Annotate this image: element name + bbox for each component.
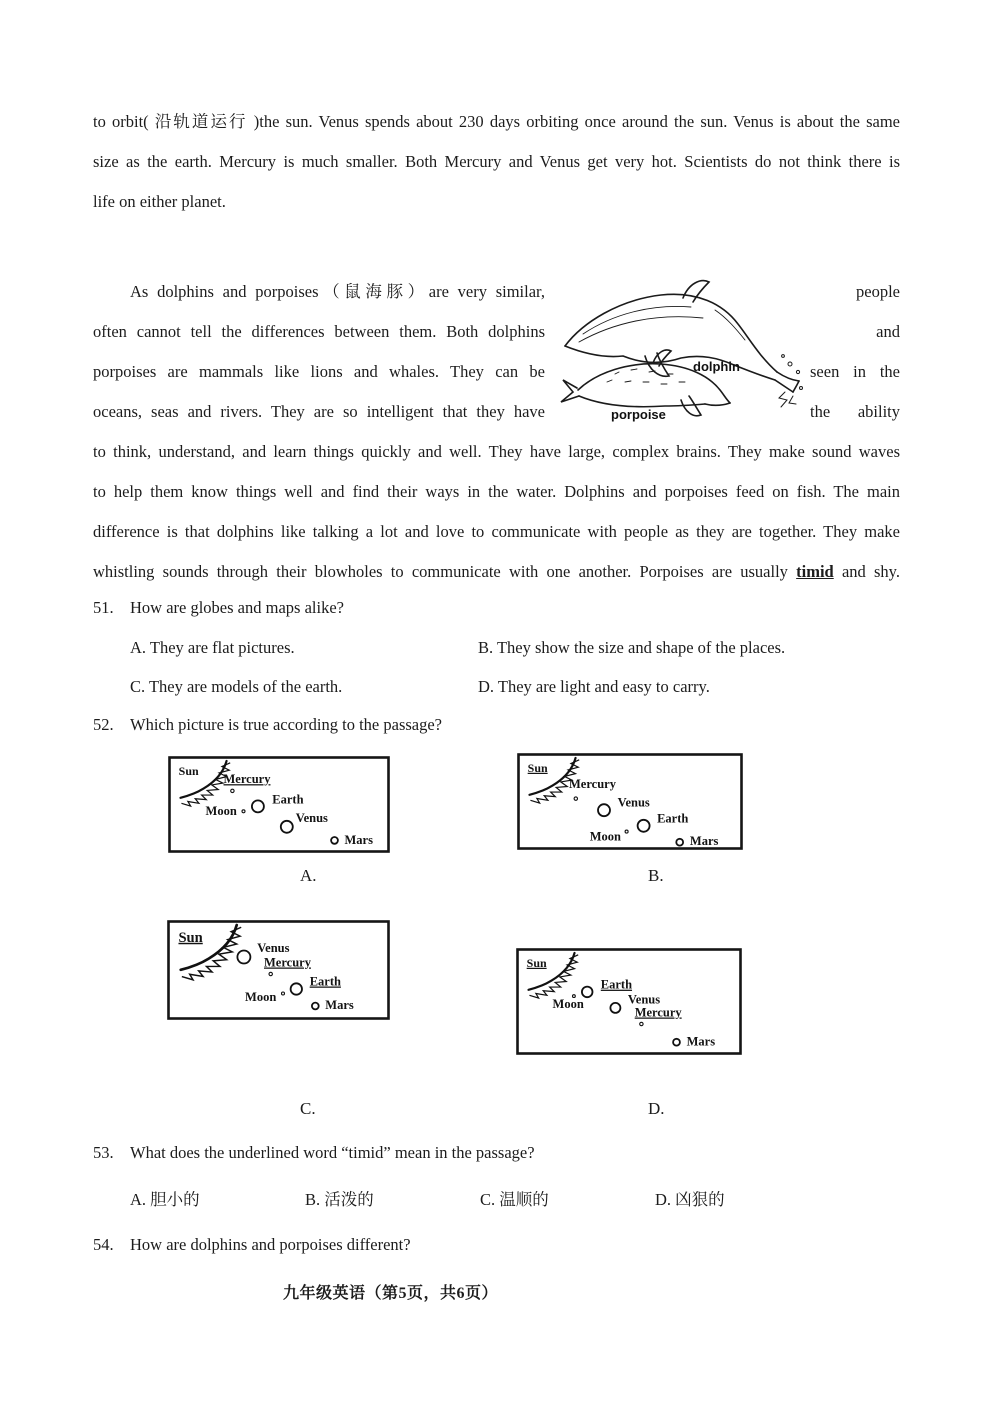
venus-circle (281, 821, 293, 833)
passage-line: difference is that dolphins like talking a lot and love to communicate with people as they are together. They make (93, 522, 900, 541)
sun-label: Sun (178, 929, 203, 946)
passage-text: the ability (810, 402, 900, 421)
question-51-options-row-1 (93, 628, 900, 668)
moon-label: Moon (245, 990, 277, 1004)
question-text: Which picture is true according to the passage? (130, 715, 443, 734)
venus-circle (610, 1003, 620, 1013)
question-53-options-row (93, 1180, 900, 1220)
mars-label: Mars (686, 1034, 716, 1049)
question-number: 51. (93, 598, 114, 617)
mercury-circle (574, 797, 577, 800)
mars-label: Mars (689, 834, 719, 849)
moon-circle (625, 830, 628, 833)
question-number: 54. (93, 1235, 114, 1254)
passage-text: and shy. (833, 562, 900, 581)
option-51-c: C. They are models of the earth. (130, 677, 343, 696)
moon-label: Moon (552, 996, 584, 1011)
question-53 (93, 1133, 900, 1173)
mercury-label: Mercury (569, 776, 616, 791)
mercury-circle (269, 972, 272, 975)
mars-circle (676, 839, 683, 846)
sun-label: Sun (178, 763, 199, 778)
mercury-label: Mercury (264, 955, 311, 970)
option-51-d: D. They are light and easy to carry. (478, 677, 710, 696)
underlined-word-timid: timid (796, 562, 834, 581)
earth-label: Earth (309, 974, 341, 989)
passage-line: to think, understand, and learn things quickly and well. They have large, complex brains. They make sound waves (93, 442, 900, 461)
passage-text: whistling sounds through their blowholes to communicate with one another. Porpoises are usually (93, 562, 797, 581)
sun-label: Sun (526, 955, 547, 970)
moon-label: Moon (205, 804, 237, 819)
moon-circle (242, 810, 245, 813)
passage-line: size as the earth. Mercury is much smaller. Both Mercury and Venus get very hot. Scientists do not think there is (93, 152, 900, 171)
diagram-caption-b: B. (648, 866, 664, 885)
passage-dolphins-full (93, 432, 900, 592)
option-51-b: B. They show the size and shape of the places. (478, 638, 786, 657)
option-53-b: B. 活泼的 (305, 1190, 374, 1209)
moon-circle (282, 992, 285, 995)
option-51-a: A. They are flat pictures. (130, 638, 295, 657)
mercury-circle (231, 789, 234, 792)
option-53-a: A. 胆小的 (130, 1190, 200, 1209)
venus-label: Venus (257, 941, 290, 955)
passage-text: people (856, 282, 900, 301)
venus-label: Venus (617, 795, 650, 810)
question-text: What does the underlined word “timid” mean in the passage? (130, 1143, 535, 1162)
diagram-caption-d: D. (648, 1099, 665, 1118)
earth-label: Earth (600, 977, 633, 992)
sun-label: Sun (527, 760, 548, 775)
earth-circle (291, 983, 302, 994)
venus-circle (237, 951, 250, 964)
mars-circle (673, 1039, 680, 1046)
page-footer: 九年级英语（第5页，共6页） (283, 1285, 499, 1302)
question-text: How are globes and maps alike? (130, 598, 344, 617)
diagram-a (168, 756, 390, 853)
earth-circle (582, 987, 593, 998)
diagram-b (517, 753, 743, 850)
earth-label: Earth (272, 792, 304, 807)
passage-text: often cannot tell the differences between them. Both dolphins (93, 322, 545, 341)
figure-label-dolphin: dolphin (693, 359, 740, 374)
mercury-circle (640, 1022, 643, 1025)
moon-label: Moon (589, 829, 621, 844)
passage-text: and (876, 322, 900, 341)
diagram-caption-a: A. (300, 866, 317, 885)
dolphin-porpoise-figure (555, 276, 805, 426)
question-number: 52. (93, 715, 114, 734)
passage-line: to orbit( 沿轨道运行 )the sun. Venus spends about 230 days orbiting once around the sun. Venus is about the same (93, 112, 900, 131)
venus-label: Venus (295, 811, 328, 825)
question-51 (93, 588, 900, 628)
mars-circle (312, 1003, 319, 1010)
earth-circle (252, 800, 264, 812)
passage-text: As dolphins and porpoises（鼠海豚）are very similar, (130, 282, 545, 301)
question-54 (93, 1225, 900, 1265)
diagram-caption-c: C. (300, 1099, 316, 1118)
passage-text: porpoises are mammals like lions and whales. They can be (93, 362, 545, 381)
mercury-label: Mercury (223, 772, 271, 787)
passage-line (93, 552, 900, 592)
venus-label: Venus (627, 992, 661, 1007)
passage-line: to help them know things well and find their ways in the water. Dolphins and porpoises feed on fish. The main (93, 482, 900, 501)
figure-label-porpoise: porpoise (611, 407, 666, 422)
mars-circle (331, 837, 338, 844)
question-number: 53. (93, 1143, 114, 1162)
passage-planets (93, 102, 900, 222)
earth-circle (638, 820, 650, 832)
earth-label: Earth (657, 811, 689, 826)
passage-text: oceans, seas and rivers. They are so intelligent that they have (93, 402, 545, 421)
mars-label: Mars (344, 832, 373, 847)
question-text: How are dolphins and porpoises different? (130, 1235, 411, 1254)
question-52 (93, 705, 900, 745)
venus-circle (598, 804, 610, 816)
diagram-c (167, 920, 390, 1020)
dolphin-illustration (565, 281, 803, 407)
mars-label: Mars (325, 998, 354, 1012)
mercury-label: Mercury (634, 1005, 682, 1020)
diagram-d (516, 948, 742, 1055)
option-53-c: C. 温顺的 (480, 1190, 549, 1209)
passage-line: life on either planet. (93, 192, 226, 211)
passage-text: seen in the (810, 362, 900, 381)
option-53-d: D. 凶狠的 (655, 1190, 725, 1209)
question-51-options-row-2 (93, 667, 900, 707)
